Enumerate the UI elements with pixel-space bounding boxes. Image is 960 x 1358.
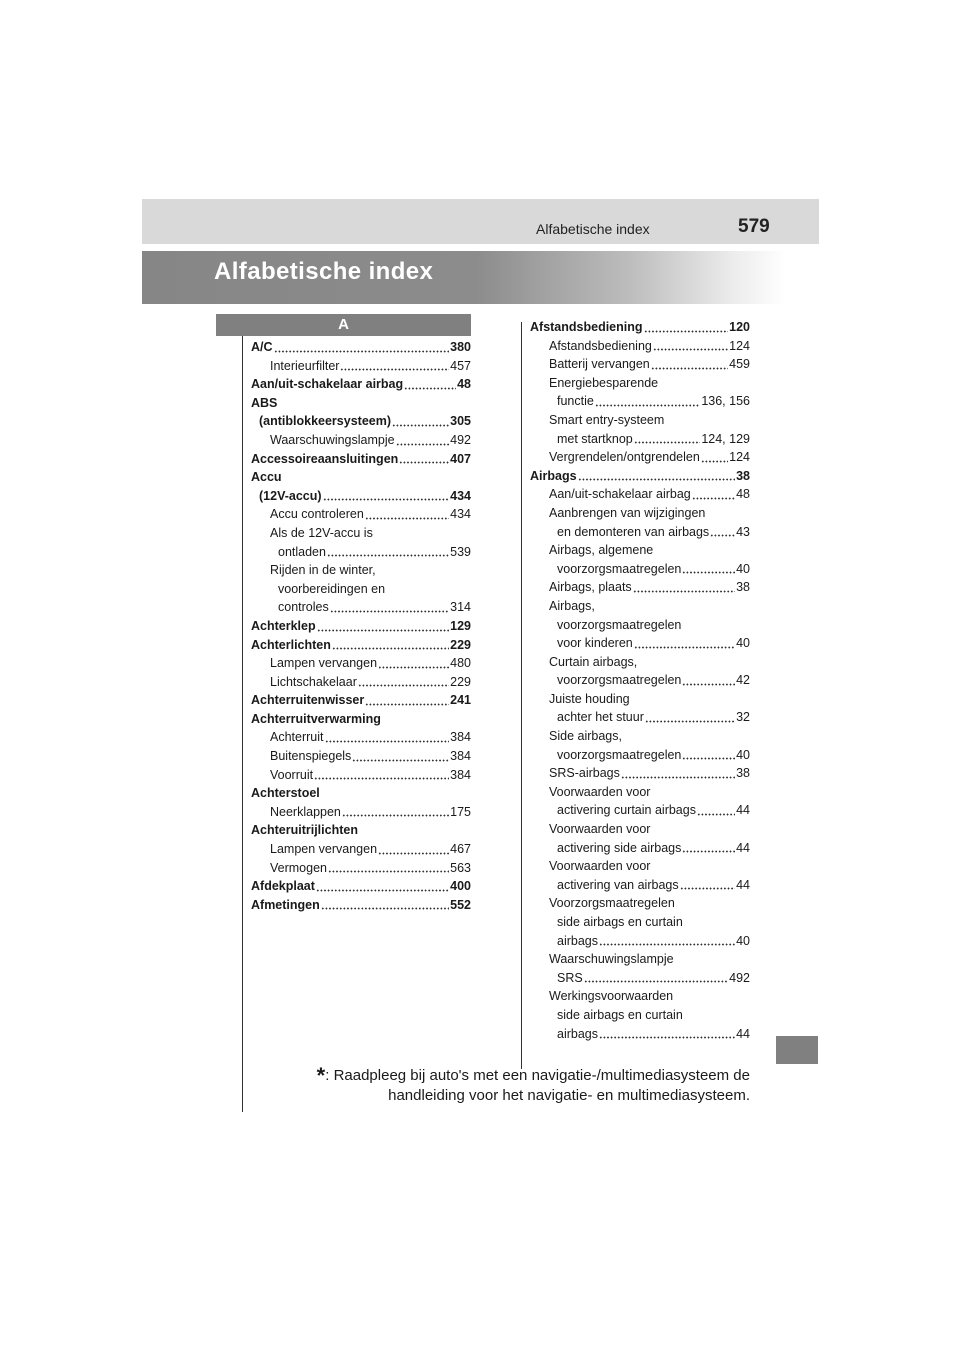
entry-label: (antiblokkeersysteem)	[259, 414, 392, 429]
index-entry	[530, 430, 750, 449]
entry-page-ref: 124, 129	[701, 431, 750, 446]
entry-label: side airbags en curtain	[557, 915, 683, 929]
index-entry	[530, 578, 750, 597]
entry-label: Rijden in de winter,	[270, 563, 376, 578]
entry-page-ref: 43	[736, 524, 750, 539]
dot-leader	[710, 534, 735, 537]
entry-label: Curtain airbags,	[549, 654, 638, 669]
index-entry	[530, 876, 750, 895]
entry-page-ref: 457	[450, 358, 471, 373]
entry-page-ref: 38	[736, 580, 750, 595]
entry-label: Interieurfilter	[270, 358, 340, 373]
entry-page-ref: 407	[450, 451, 471, 466]
entry-label: Afdekplaat	[251, 879, 315, 894]
index-entry	[251, 450, 471, 469]
dot-leader	[697, 813, 735, 816]
left-rule	[242, 336, 243, 1112]
index-entry	[530, 541, 750, 560]
entry-label: side airbags en curtain	[557, 1007, 683, 1022]
index-entry	[251, 803, 471, 822]
dot-leader	[682, 850, 735, 853]
entry-label: controles	[278, 600, 329, 615]
entry-label: Vergrendelen/ontgrendelen	[549, 450, 700, 465]
dot-leader	[645, 720, 735, 723]
index-entry	[530, 857, 750, 876]
dot-leader	[651, 367, 728, 370]
entry-page-ref: 384	[450, 749, 471, 764]
dot-leader	[634, 646, 735, 649]
entry-label: Achteruitrijlichten	[251, 823, 358, 838]
entry-page-ref: 44	[736, 840, 750, 855]
dot-leader	[328, 870, 449, 873]
index-entry	[530, 392, 750, 411]
dot-leader	[595, 404, 700, 407]
running-header-title: Alfabetische index	[536, 221, 650, 237]
entry-label: Als de 12V-accu is	[270, 525, 373, 540]
index-entry	[530, 616, 750, 635]
index-entry	[530, 671, 750, 690]
dot-leader	[325, 740, 450, 743]
footnote-line-1	[300, 1063, 750, 1088]
dot-leader	[682, 683, 735, 686]
column-divider	[521, 322, 522, 1069]
index-entry	[530, 337, 750, 356]
dot-leader	[682, 571, 735, 574]
entry-label: Voorwaarden voor	[549, 784, 651, 799]
index-entry	[530, 932, 750, 951]
entry-page-ref: 136, 156	[701, 394, 750, 409]
dot-leader	[633, 590, 735, 593]
entry-label: Aan/uit-schakelaar airbag	[549, 487, 691, 502]
index-entry	[251, 784, 471, 803]
entry-page-ref: 120	[729, 320, 750, 334]
index-entry	[251, 375, 471, 394]
entry-label: Lampen vervangen	[270, 656, 378, 671]
dot-leader	[599, 1036, 735, 1039]
index-entry	[530, 467, 750, 486]
entry-page-ref: 380	[450, 340, 471, 354]
entry-page-ref: 314	[450, 600, 471, 615]
index-entry	[251, 561, 471, 580]
dot-leader	[340, 368, 449, 371]
entry-page-ref: 175	[450, 804, 471, 819]
entry-label: voorzorgsmaatregelen	[557, 617, 682, 632]
dot-leader	[680, 887, 735, 890]
index-entry	[251, 357, 471, 376]
entry-page-ref: 434	[450, 507, 471, 522]
entry-label: voorzorgsmaatregelen	[557, 747, 682, 762]
dot-leader	[378, 852, 449, 855]
index-entry	[251, 524, 471, 543]
entry-label: activering van airbags	[557, 877, 679, 892]
dot-leader	[701, 460, 728, 463]
entry-label: activering side airbags	[557, 840, 682, 855]
entry-label: Aanbrengen van wijzigingen	[549, 505, 706, 520]
entry-label: Waarschuwingslampje	[549, 952, 674, 967]
entry-label: Airbags, algemene	[549, 543, 654, 558]
dot-leader	[404, 387, 456, 390]
entry-page-ref: 434	[450, 488, 471, 503]
entry-page-ref: 40	[736, 561, 750, 576]
entry-label: airbags	[557, 933, 598, 948]
entry-page-ref: 40	[736, 636, 750, 651]
dot-leader	[644, 330, 729, 333]
dot-leader	[314, 777, 449, 780]
entry-page-ref: 32	[736, 710, 750, 725]
dot-leader	[321, 907, 449, 910]
index-entry	[530, 1025, 750, 1044]
entry-page-ref: 241	[450, 693, 471, 708]
dot-leader	[274, 350, 450, 353]
entry-label: Side airbags,	[549, 729, 622, 744]
footnote-text-2: handleiding voor het navigatie- en multimediasysteem.	[388, 1087, 750, 1104]
entry-label: Lampen vervangen	[270, 842, 378, 857]
entry-label: Energiebesparende	[549, 375, 659, 390]
index-entry	[251, 691, 471, 710]
entry-label: Afstandsbediening	[549, 338, 652, 353]
footnote-marker: *	[316, 1063, 326, 1088]
index-entry	[530, 987, 750, 1006]
dot-leader	[330, 610, 449, 613]
entry-page-ref: 492	[729, 970, 750, 985]
dot-leader	[365, 517, 449, 520]
index-entry	[251, 673, 471, 692]
entry-label: Lichtschakelaar	[270, 674, 357, 689]
entry-label: Airbags	[530, 468, 577, 483]
index-entry	[530, 950, 750, 969]
index-entry	[530, 448, 750, 467]
index-entry	[251, 747, 471, 766]
index-entry	[251, 654, 471, 673]
index-entry	[251, 505, 471, 524]
entry-page-ref: 40	[736, 933, 750, 948]
index-entry	[251, 896, 471, 915]
entry-label: voorzorgsmaatregelen	[557, 561, 682, 576]
entry-label: en demonteren van airbags	[557, 524, 710, 539]
entry-page-ref: 48	[457, 377, 471, 392]
entry-page-ref: 124	[729, 338, 750, 353]
index-entry	[530, 894, 750, 913]
dot-leader	[396, 443, 450, 446]
index-entry	[530, 746, 750, 765]
entry-label: Batterij vervangen	[549, 357, 650, 372]
dot-leader	[399, 461, 449, 464]
page-number: 579	[738, 216, 770, 237]
entry-label: Werkingsvoorwaarden	[549, 989, 674, 1004]
dot-leader	[653, 348, 728, 351]
index-entry	[530, 318, 750, 337]
entry-label: Accessoireaansluitingen	[251, 451, 399, 466]
entry-page-ref: 40	[736, 747, 750, 762]
index-entry	[251, 766, 471, 785]
dot-leader	[378, 666, 449, 669]
index-entry	[530, 634, 750, 653]
index-entry	[530, 411, 750, 430]
entry-page-ref: 467	[450, 842, 471, 857]
entry-label: functie	[557, 394, 594, 409]
index-entry	[530, 523, 750, 542]
entry-page-ref: 44	[736, 877, 750, 892]
entry-label: Airbags, plaats	[549, 580, 632, 595]
entry-label: Accu	[251, 470, 282, 485]
index-entry	[530, 653, 750, 672]
index-entry	[530, 913, 750, 932]
entry-label: airbags	[557, 1026, 598, 1041]
entry-label: Achterruit	[270, 730, 324, 745]
index-column-right	[530, 318, 750, 1043]
index-entry	[530, 839, 750, 858]
entry-page-ref: 492	[450, 432, 471, 447]
index-entry	[530, 764, 750, 783]
dot-leader	[599, 943, 735, 946]
dot-leader	[316, 889, 449, 892]
entry-label: Voorwaarden voor	[549, 859, 651, 874]
entry-page-ref: 400	[450, 879, 471, 894]
index-entry	[251, 394, 471, 413]
entry-label: Juiste houding	[549, 691, 630, 706]
index-entry	[251, 617, 471, 636]
index-entry	[530, 783, 750, 802]
entry-label: voorbereidingen en	[278, 581, 386, 596]
section-thumb-tab	[776, 1036, 818, 1064]
entry-label: ontladen	[278, 544, 326, 559]
dot-leader	[682, 757, 735, 760]
entry-page-ref: 48	[736, 487, 750, 502]
entry-page-ref: 539	[450, 544, 471, 559]
index-entry	[530, 504, 750, 523]
entry-label: Voorzorgsmaatregelen	[549, 896, 675, 911]
entry-label: Voorwaarden voor	[549, 822, 651, 837]
index-entry	[530, 485, 750, 504]
entry-page-ref: 38	[736, 766, 750, 781]
entry-page-ref: 42	[736, 673, 750, 688]
dot-leader	[332, 647, 449, 650]
dot-leader	[634, 441, 701, 444]
index-entry	[530, 708, 750, 727]
dot-leader	[358, 684, 449, 687]
entry-label: Achterstoel	[251, 786, 320, 801]
index-entry	[530, 355, 750, 374]
entry-label: A/C	[251, 340, 273, 354]
footnote-text-1: : Raadpleeg bij auto's met een navigatie-/multimediasysteem de	[325, 1067, 750, 1084]
entry-label: Voorruit	[270, 767, 314, 782]
entry-label: Achterruitverwarming	[251, 711, 381, 726]
index-entry	[530, 597, 750, 616]
entry-page-ref: 229	[450, 637, 471, 652]
entry-label: Aan/uit-schakelaar airbag	[251, 377, 404, 392]
page-title: Alfabetische index	[214, 258, 434, 285]
dot-leader	[323, 498, 450, 501]
index-column-left	[251, 338, 471, 914]
entry-page-ref: 459	[729, 357, 750, 372]
entry-label: Accu controleren	[270, 507, 364, 522]
dot-leader	[578, 478, 736, 481]
index-entry	[251, 412, 471, 431]
entry-page-ref: 305	[450, 414, 471, 429]
dot-leader	[584, 980, 728, 983]
entry-page-ref: 38	[736, 468, 750, 483]
index-entry	[251, 859, 471, 878]
entry-page-ref: 384	[450, 730, 471, 745]
index-entry	[530, 690, 750, 709]
entry-page-ref: 44	[736, 803, 750, 818]
entry-label: ABS	[251, 395, 278, 410]
dot-leader	[317, 629, 450, 632]
index-entry	[530, 969, 750, 988]
entry-label: SRS	[557, 970, 583, 985]
index-entry	[251, 487, 471, 506]
header-bar	[142, 199, 819, 244]
index-entry	[251, 431, 471, 450]
index-entry	[251, 468, 471, 487]
entry-label: Achterruitenwisser	[251, 693, 365, 708]
entry-page-ref: 44	[736, 1026, 750, 1041]
dot-leader	[692, 497, 735, 500]
entry-page-ref: 229	[450, 674, 471, 689]
entry-label: Airbags,	[549, 598, 595, 613]
entry-page-ref: 129	[450, 618, 471, 633]
dot-leader	[342, 814, 449, 817]
index-entry	[251, 598, 471, 617]
entry-label: Afmetingen	[251, 897, 320, 912]
index-entry	[251, 821, 471, 840]
dot-leader	[365, 703, 449, 706]
index-entry	[251, 636, 471, 655]
entry-page-ref: 384	[450, 767, 471, 782]
index-entry	[251, 728, 471, 747]
index-entry	[530, 560, 750, 579]
entry-page-ref: 552	[450, 897, 471, 912]
index-entry	[530, 820, 750, 839]
entry-label: (12V-accu)	[259, 488, 322, 503]
entry-label: voorzorgsmaatregelen	[557, 673, 682, 688]
entry-label: SRS-airbags	[549, 766, 620, 781]
entry-label: voor kinderen	[557, 636, 633, 651]
index-entry	[251, 840, 471, 859]
index-entry	[530, 727, 750, 746]
dot-leader	[352, 759, 449, 762]
entry-label: Buitenspiegels	[270, 749, 352, 764]
index-entry	[251, 543, 471, 562]
entry-label: achter het stuur	[557, 710, 644, 725]
entry-label: Vermogen	[270, 860, 327, 875]
footnote	[300, 1063, 750, 1106]
dot-leader	[621, 776, 735, 779]
index-entry	[530, 1006, 750, 1025]
entry-label: Waarschuwingslampje	[270, 432, 395, 447]
entry-page-ref: 563	[450, 860, 471, 875]
letter-heading: A	[216, 314, 471, 336]
index-entry	[251, 580, 471, 599]
entry-label: Afstandsbediening	[530, 320, 643, 334]
entry-page-ref: 124	[729, 450, 750, 465]
index-entry	[530, 801, 750, 820]
entry-label: met startknop	[557, 431, 633, 446]
entry-label: activering curtain airbags	[557, 803, 696, 818]
index-entry	[251, 710, 471, 729]
entry-label: Achterklep	[251, 618, 316, 633]
entry-label: Neerklappen	[270, 804, 341, 819]
dot-leader	[327, 554, 449, 557]
entry-label: Achterlichten	[251, 637, 331, 652]
index-entry	[530, 374, 750, 393]
dot-leader	[392, 424, 449, 427]
index-entry	[251, 877, 471, 896]
entry-label: Smart entry-systeem	[549, 412, 665, 427]
entry-page-ref: 480	[450, 656, 471, 671]
index-entry	[251, 338, 471, 357]
